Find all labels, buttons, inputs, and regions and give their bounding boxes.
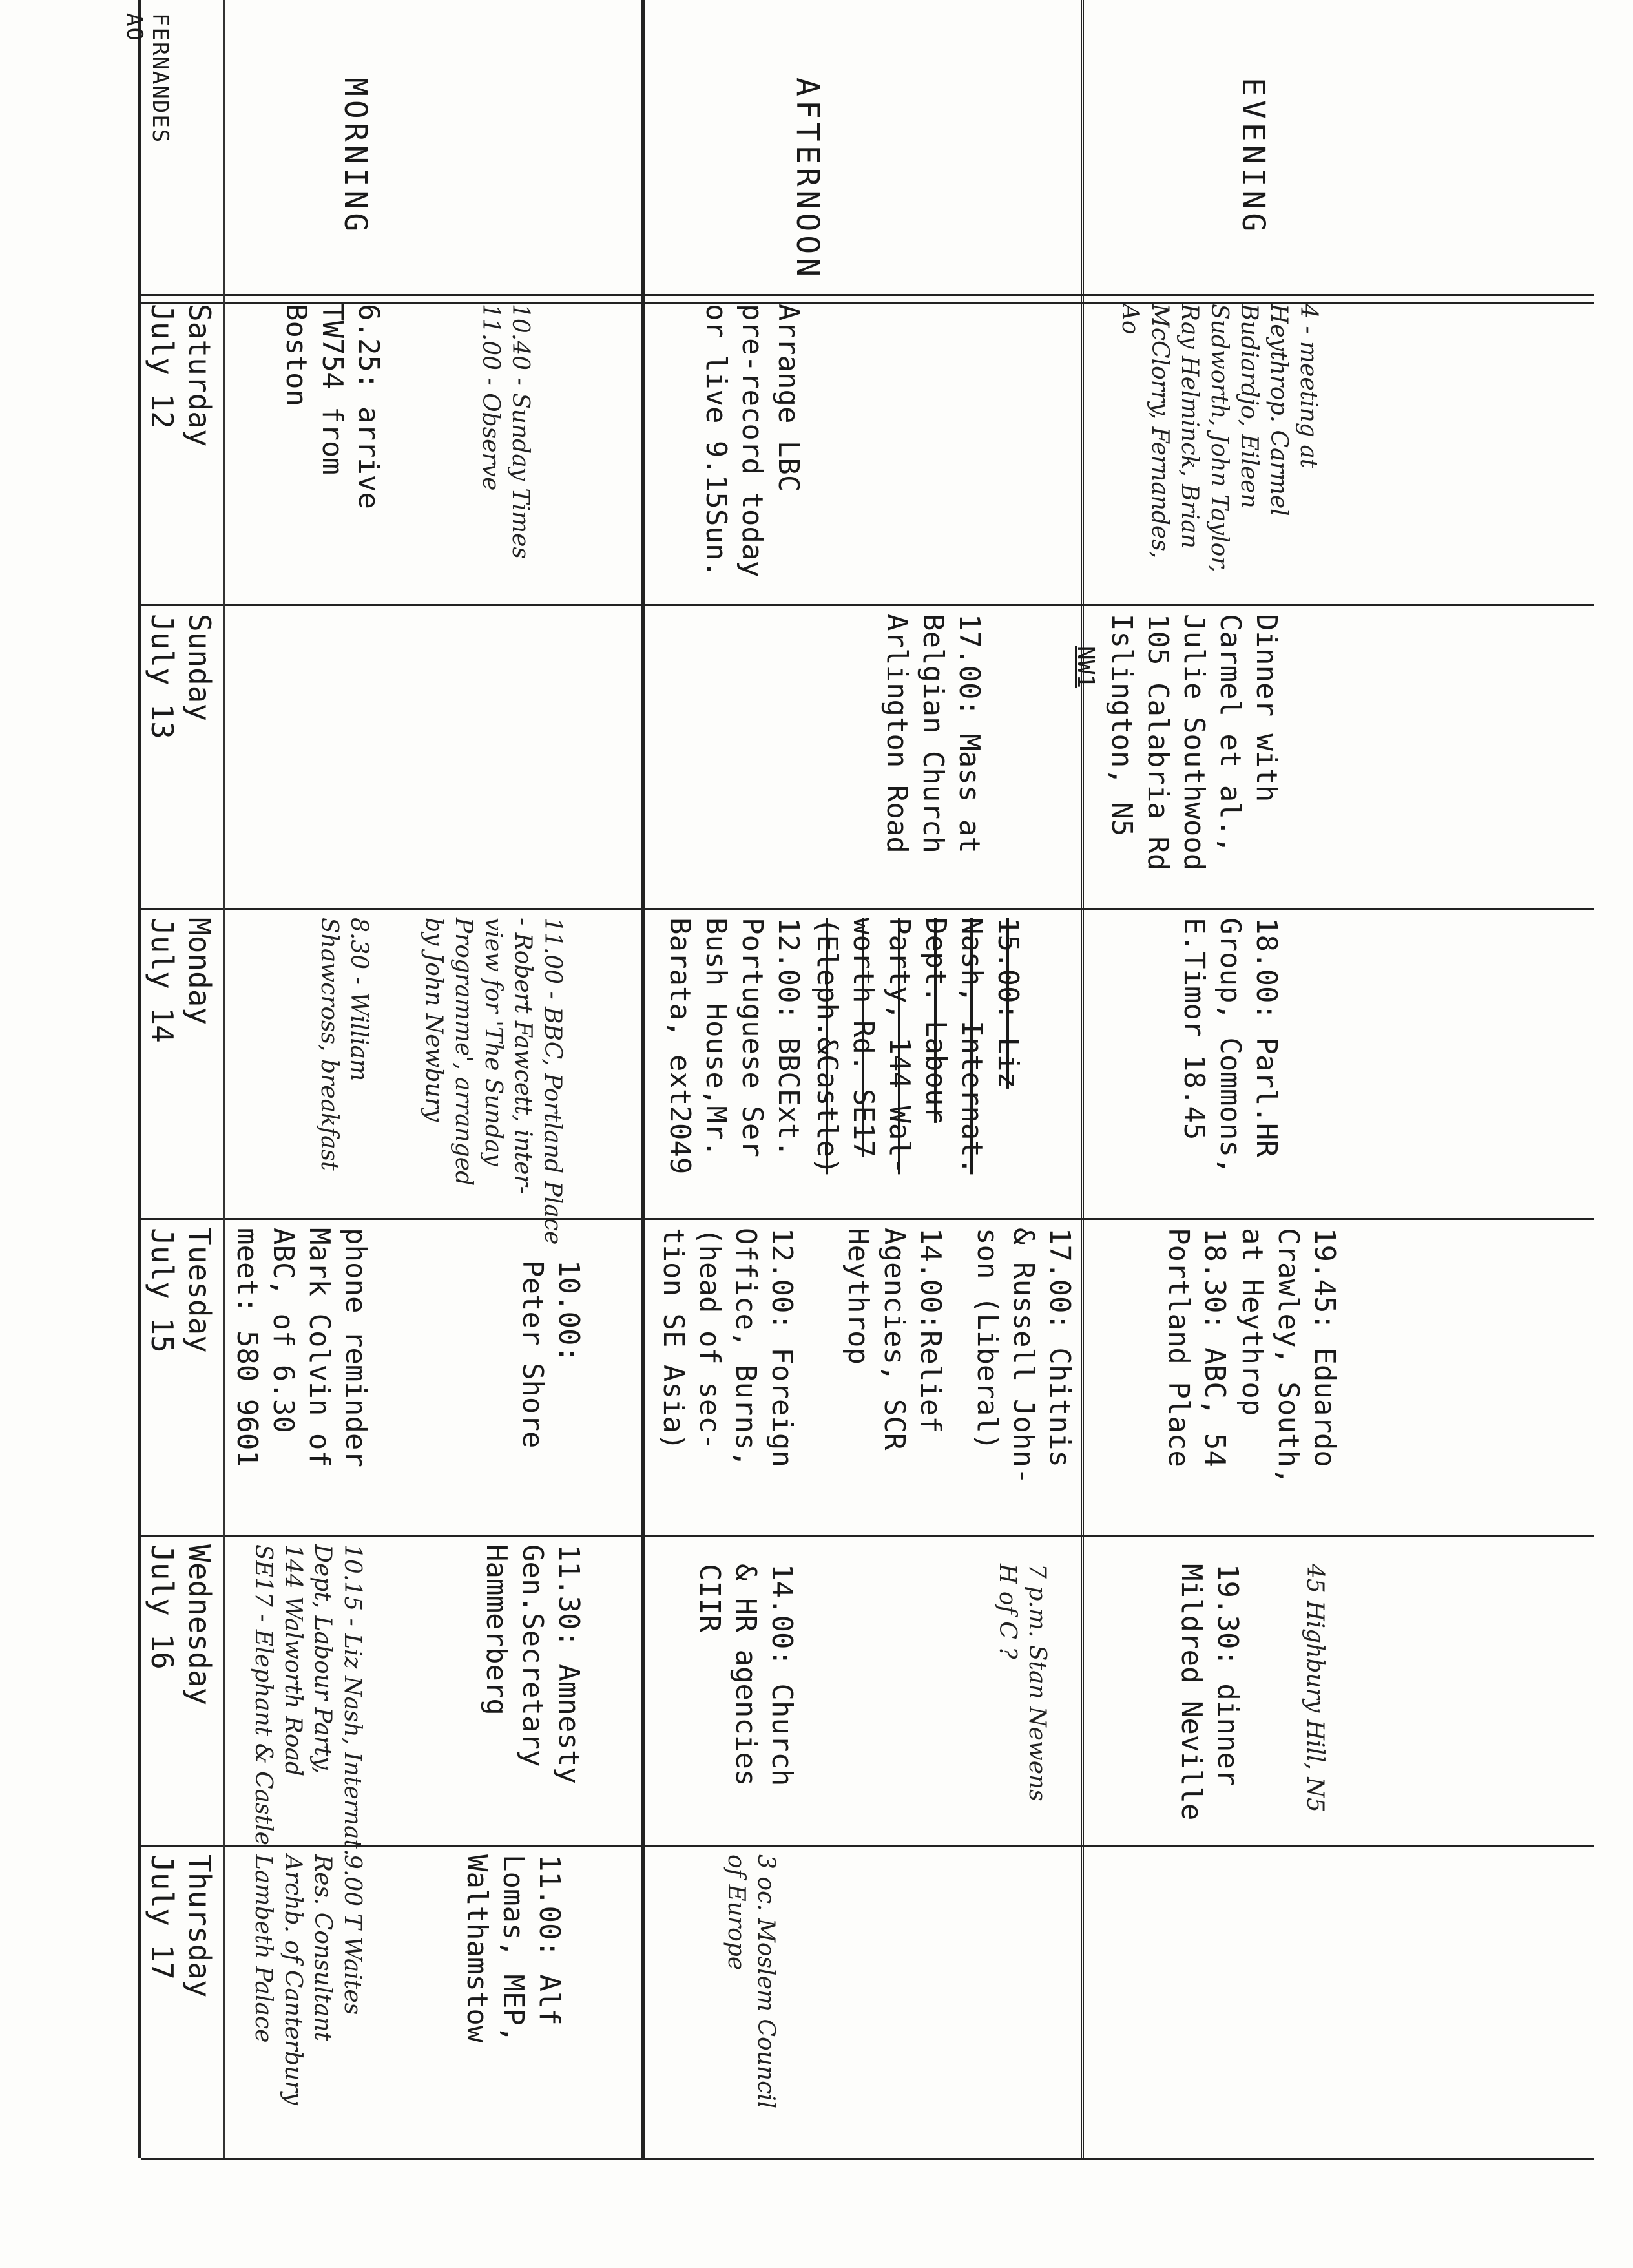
saturday-evening-handwritten: 4 - meeting at Heythrop. Carmel Budiardjo, Eileen Sudworth, John Taylor, Ray Helminck, Brian McClorry, Fernandes, Ao (1117, 304, 1322, 572)
tuesday-evening-entry-2: 19.45: Eduardo Crawley, South, at Heythrop (1236, 1228, 1341, 1485)
monday-afternoon-struck-entry: 15.00: Liz Nash, Internat. Dept. Labour Party, 144 Wal- worth Rd. SE17 (Eleph.&Castle) (811, 918, 1025, 1175)
sunday-evening-note: NW1 (1072, 646, 1099, 689)
monday-evening-entry: 18.00: Parl.HR Group, Commons, E.Timor 18.45 (1178, 918, 1283, 1175)
header-column-divider (141, 294, 1594, 304)
column-divider (141, 1535, 1594, 1537)
day-header-tuesday (143, 1228, 218, 1525)
afternoon-label: AFTERNOON (789, 78, 826, 281)
monday-morning-handwritten: 8.30 - William Shawcross, breakfast (316, 918, 372, 1171)
name-line: FERNANDES (147, 13, 173, 144)
wednesday-evening-handwritten: 7 p.m. Stan Newens H of C ? (994, 1564, 1050, 1801)
day-header-sunday (143, 614, 218, 911)
day-header-thursday (143, 1854, 218, 2152)
morning-label: MORNING (337, 78, 373, 236)
wednesday-morning-entry: 11.30: Amnesty Gen.Secretary Hammerberg (480, 1544, 585, 1784)
day-date: July 16 (145, 1544, 180, 1670)
monday-morning-handwritten-2: 11.00 - BBC, Portland Place - Robert Fawcett, inter- view for 'The Sunday Programme', arranged by John Newbury (421, 918, 566, 1245)
day-name: Monday (182, 918, 217, 1025)
sunday-evening-entry: Dinner with Carmel et al., Julie Southwood 105 Calabria Rd Islington, N5 (1105, 614, 1283, 871)
afternoon-evening-divider (1081, 0, 1084, 2158)
top-border (138, 0, 141, 2158)
tuesday-morning-entry: phone reminder Mark Colvin of ABC, of 6.30 meet: 580 9601 (231, 1228, 372, 1467)
day-name: Saturday (182, 304, 217, 447)
person-name (121, 13, 173, 284)
monday-afternoon-entry: 12.00: BBCExt. Portuguese Ser Bush House,Mr. Barata, ext2049 (663, 918, 805, 1175)
column-divider (141, 908, 1594, 910)
wednesday-evening-entry: 19.30: dinner Mildred Neville (1175, 1564, 1244, 1821)
tuesday-afternoon-entry-2: 14.00:Relief Agencies, SCR Heythrop (842, 1228, 947, 1451)
morning-afternoon-divider (641, 0, 645, 2158)
day-date: July 14 (145, 918, 180, 1043)
thursday-morning-entry: 11.00: Alf Lomas, MEP, Walthamstow (461, 1854, 566, 2043)
tuesday-morning-entry-2: 10.00: Peter Shore (516, 1260, 585, 1449)
thursday-afternoon-handwritten: 3 oc. Moslem Council of Europe (723, 1854, 779, 2109)
tuesday-afternoon-entry-3: 17.00: Chitnis & Russell John- son (Liberal) (971, 1228, 1076, 1485)
day-name: Wednesday (182, 1544, 217, 1706)
wednesday-evening-handwritten-2: 45 Highbury Hill, N5 (1302, 1564, 1328, 1812)
day-date: July 17 (145, 1854, 180, 1980)
name-line: AO (121, 13, 147, 42)
wednesday-morning-handwritten: 10.15 - Liz Nash, Internat. Dept, Labour Party, 144 Walworth Road SE17 - Elephant & Castle (250, 1544, 366, 1856)
column-divider (141, 2158, 1594, 2160)
day-name: Sunday (182, 614, 217, 722)
column-divider (141, 604, 1594, 606)
day-name: Thursday (182, 1854, 217, 1998)
wednesday-afternoon-entry: 14.00: Church & HR agencies CIIR (693, 1564, 798, 1787)
day-date: July 15 (145, 1228, 180, 1353)
sunday-afternoon-entry: 17.00: Mass at Belgian Church Arlington Road (880, 614, 986, 854)
tuesday-evening-entry: 18.30: ABC, 54 Portland Place (1162, 1228, 1231, 1467)
thursday-morning-handwritten: 9.00 T Waites Res. Consultant Archb. of Canterbury Lambeth Palace (250, 1854, 366, 2105)
saturday-morning-entry: 6.25: arrive TW754 from Boston (280, 304, 385, 509)
tuesday-afternoon-entry: 12.00: Foreign Office, Burns, (head of sec- tion SE Asia) (657, 1228, 798, 1467)
header-row-divider (223, 0, 225, 2158)
column-divider (141, 1218, 1594, 1220)
day-header-wednesday (143, 1544, 218, 1842)
day-header-monday (143, 918, 218, 1215)
day-date: July 13 (145, 614, 180, 739)
day-name: Tuesday (182, 1228, 217, 1353)
evening-label: EVENING (1235, 78, 1271, 236)
day-date: July 12 (145, 304, 180, 429)
saturday-morning-handwritten: 10.40 - Sunday Times 11.00 - Observe (477, 304, 534, 559)
day-header-saturday (143, 304, 218, 601)
saturday-afternoon-entry: Arrange LBC pre-record today or live 9.15Sun. (700, 304, 805, 578)
